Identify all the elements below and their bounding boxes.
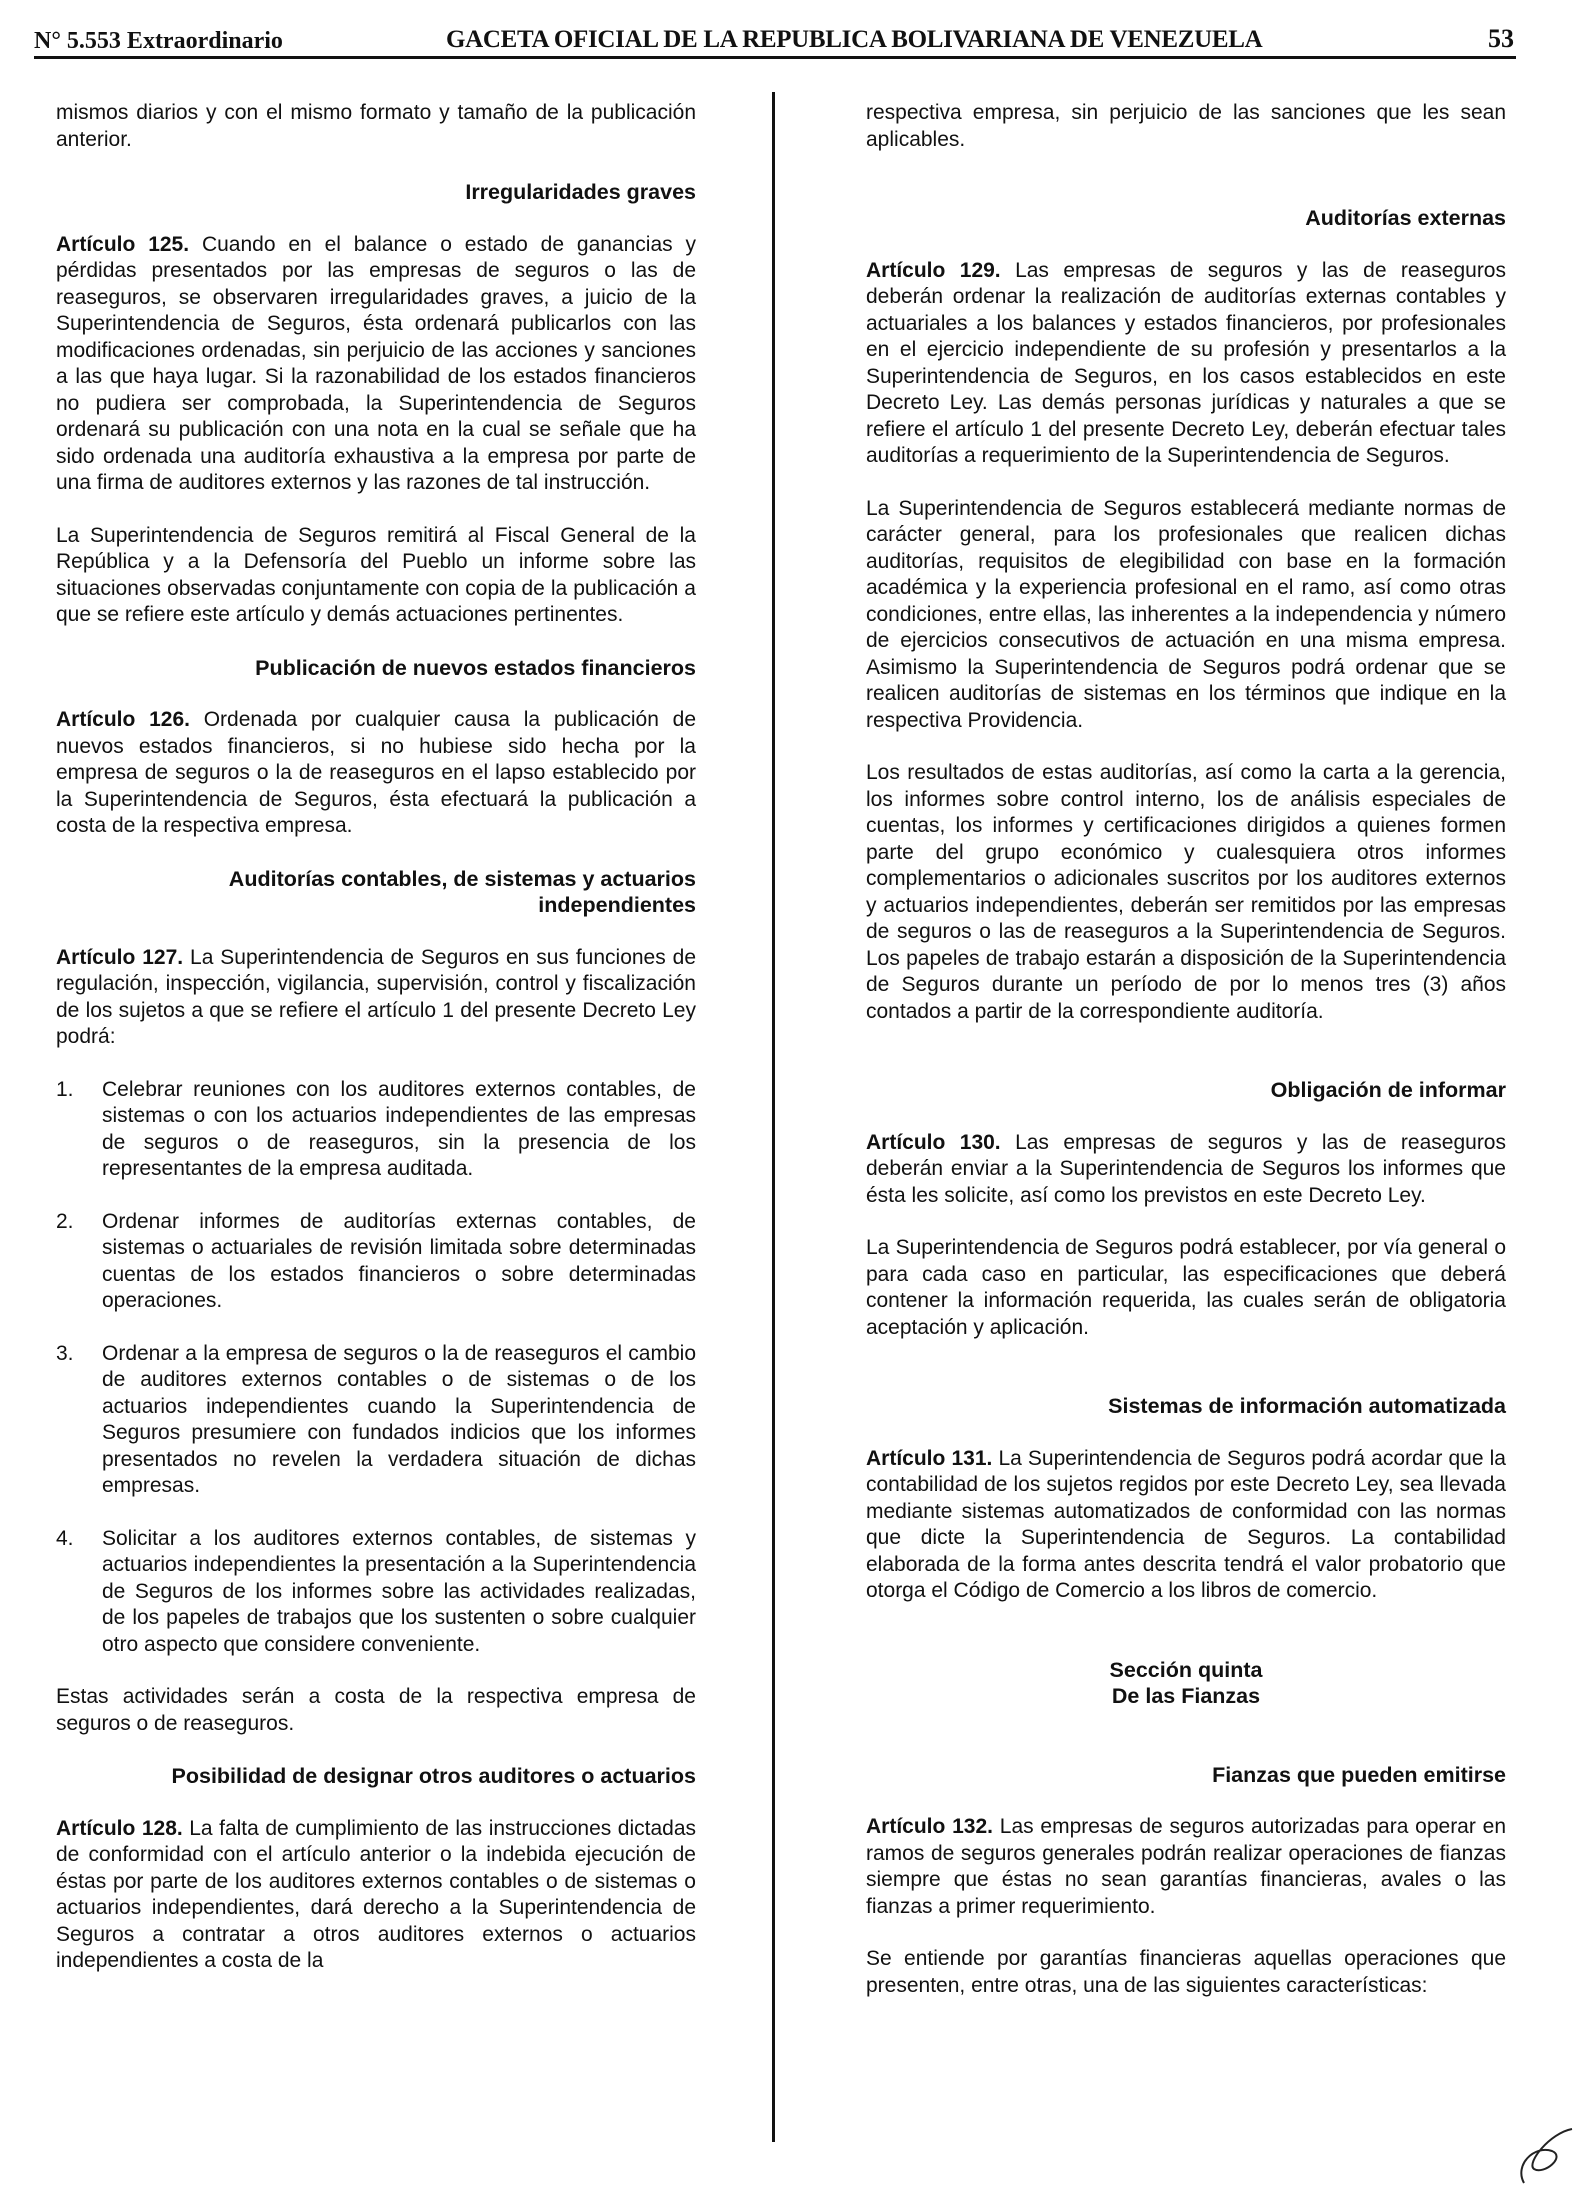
list-item-text: Celebrar reuniones con los auditores externos contables, de sistemas o con los actuarios independientes de las empresas de seguros o de reaseguros, sin la presencia de los representantes de la empresa auditada. [102,1077,696,1180]
heading-article-127-line-2: independientes [538,893,696,917]
article-130-label: Artículo 130. [866,1130,1001,1154]
heading-article-129: Auditorías externas [1305,206,1506,230]
article-129 [866,258,1506,470]
article-132-text: Las empresas de seguros autorizadas para operar en ramos de seguros generales podrán realizar operaciones de fianzas siempre que éstas no sean garantías financieras, avales o las fianzas a primer requerimiento. [866,1815,1506,1918]
article-129-label: Artículo 129. [866,258,1001,282]
article-132-paragraph-2: Se entiende por garantías financieras aquellas operaciones que presenten, entre otras, una de las siguientes características: [866,1947,1506,1997]
article-127 [56,945,696,1051]
article-130 [866,1130,1506,1210]
article-127-closing: Estas actividades serán a costa de la respectiva empresa de seguros o de reaseguros. [56,1685,696,1735]
list-item-text: Ordenar a la empresa de seguros o la de reaseguros el cambio de auditores externos contables o de sistemas o de los actuarios independientes cuando la Superintendencia de Seguros presumiere con fundados indicios que los informes presentados no revelen la verdadera situación de dichas empresas. [102,1341,696,1497]
list-item-text: Solicitar a los auditores externos contables, de sistemas y actuarios independientes la presentación a la Superintendencia de Seguros de los informes sobre las actividades realizadas, de los papeles de trabajos que los sustenten o sobre cualquier otro aspecto que considere conveniente. [102,1526,696,1656]
article-128-label: Artículo 128. [56,1816,183,1840]
column-divider [772,92,775,2142]
list-item [56,1526,696,1659]
heading-article-127-line-1: Auditorías contables, de sistemas y actuarios [228,866,696,891]
article-128 [56,1816,696,1975]
article-127-label: Artículo 127. [56,945,184,969]
header-rule [34,56,1516,59]
article-131 [866,1446,1506,1605]
list-item [56,1209,696,1315]
article-129-paragraph-3: Los resultados de estas auditorías, así como la carta a la gerencia, los informes sobre control interno, los de análisis especiales de cuentas, los informes y certificaciones dirigidos a quienes formen parte del grupo económico y cualesquiera otros informes complementarios o adicionales suscritos por los auditores externos y actuarios independientes, deberán ser remitidos por las empresas de seguros o las de reaseguros a la Superintendencia de Seguros. Los papeles de trabajo estarán a disposición de la Superintendencia de Seguros durante un período de por lo menos tres (3) años contados a partir de la correspondiente auditoría. [866,761,1506,1023]
article-128-text: La falta de cumplimiento de las instrucciones dictadas de conformidad con el artículo anterior o la indebida ejecución de éstas por parte de los auditores externos contables o de sistemas o actuarios independientes, dará derecho a la Superintendencia de Seguros a contratar a otros auditores externos o actuarios independientes a costa de la [56,1816,696,1972]
list-item [56,1077,696,1183]
article-131-text: La Superintendencia de Seguros podrá acordar que la contabilidad de los sujetos regidos por este Decreto Ley, sea llevada mediante sistemas automatizados de conformidad con las normas que dicte la Superintendencia de Seguros. La contabilidad elaborada de la forma antes descrita tendrá el valor probatorio que otorga el Código de Comercio a los libros de comercio. [866,1446,1506,1602]
section-subtitle: De las Fianzas [1111,1684,1261,1708]
article-125-paragraph-2: La Superintendencia de Seguros remitirá al Fiscal General de la República y a la Defensoría del Pueblo un informe sobre las situaciones observadas conjuntamente con copia de la publicación a que se refiere este artículo y demás actuaciones pertinentes. [56,523,696,626]
article-126-label: Artículo 126. [56,708,190,731]
article-126-text: Ordenada por cualquier causa la publicación de nuevos estados financieros, si no hubiese sido hecha por la empresa de seguros o la de reaseguros en el lapso establecido por la Superintendencia de Seguros, ésta efectuará la publicación a costa de la respectiva empresa. [56,708,696,837]
continuation-paragraph: mismos diarios y con el mismo formato y tamaño de la publicación anterior. [56,101,696,151]
list-item [56,1341,696,1500]
list-item-number: 1. [56,1077,74,1101]
list-item-text: Ordenar informes de auditorías externas contables, de sistemas o actuariales de revisión limitada sobre determinadas cuentas de los estados financieros o sobre determinadas operaciones. [102,1209,696,1312]
article-132-label: Artículo 132. [866,1815,993,1838]
heading-article-126: Publicación de nuevos estados financieros [255,655,696,680]
article-126 [56,707,696,840]
article-130-text: Las empresas de seguros y las de reaseguros deberán enviar a la Superintendencia de Seguros los informes que ésta les solicite, así como los previstos en este Decreto Ley. [866,1130,1506,1207]
article-125-text: Cuando en el balance o estado de ganancias y pérdidas presentados por las empresas de seguros o las de reaseguros, se observaren irregularidades graves, a juicio de la Superintendencia de Seguros, ésta ordenará publicarlos con las modificaciones ordenadas, sin perjuicio de las acciones y sanciones a las que haya lugar. Si la razonabilidad de los estados financieros no pudiera ser comprobada, la Superintendencia de Seguros ordenará su publicación con una nota en la cual se señale que ha sido ordenada una auditoría exhaustiva a la empresa por parte de una firma de auditores externos y las razones de tal instrucción. [56,232,696,494]
list-item-number: 4. [56,1526,74,1550]
article-131-label: Artículo 131. [866,1446,993,1470]
article-132 [866,1814,1506,1920]
article-127-text: La Superintendencia de Seguros en sus funciones de regulación, inspección, vigilancia, supervisión, control y fiscalización de los sujetos a que se refiere el artículo 1 del presente Decreto Ley podrá: [56,945,696,1048]
article-125-label: Artículo 125. [56,232,190,256]
page-number: 53 [1488,24,1514,53]
right-column [866,100,1506,1999]
continuation-paragraph: respectiva empresa, sin perjuicio de las sanciones que les sean aplicables. [866,101,1506,151]
heading-article-132: Fianzas que pueden emitirse [1212,1762,1506,1787]
list-item-number: 3. [56,1341,74,1365]
article-125 [56,232,696,497]
section-title: Sección quinta [1109,1657,1263,1682]
article-129-paragraph-2: La Superintendencia de Seguros establecerá mediante normas de carácter general, para los profesionales que realicen dichas auditorías, requisitos de elegibilidad con base en la formación académica y la experiencia profesional en el ramo, así como otras condiciones, entre ellas, las inherentes a la independencia y número de ejercicios consecutivos de actuación en una misma empresa. Asimismo la Superintendencia de Seguros podrá ordenar que se realicen auditorías de sistemas en los términos que indique en la respectiva Providencia. [866,496,1506,732]
gazette-title: GACETA OFICIAL DE LA REPUBLICA BOLIVARIANA DE VENEZUELA [446,26,1263,53]
heading-article-128: Posibilidad de designar otros auditores o actuarios [171,1764,696,1788]
list-item-number: 2. [56,1209,74,1233]
heading-article-125: Irregularidades graves [465,180,696,204]
page-header [34,24,1514,60]
issue-number: N° 5.553 Extraordinario [34,28,283,54]
heading-article-131: Sistemas de información automatizada [1108,1394,1506,1418]
article-130-paragraph-2: La Superintendencia de Seguros podrá establecer, por vía general o para cada caso en particular, las especificaciones que deberá contener la información requerida, las cuales serán de obligatoria aceptación y aplicación. [866,1236,1506,1339]
left-column [56,100,696,1975]
article-129-text: Las empresas de seguros y las de reaseguros deberán ordenar la realización de auditorías externas contables y actuariales a los balances y estados financieros, por profesionales en el ejercicio independiente de su profesión y presentarlos a la Superintendencia de Seguros, en los casos establecidos en este Decreto Ley. Las demás personas jurídicas y naturales a que se refiere el artículo 1 del presente Decreto Ley, deberán efectuar tales auditorías a requerimiento de la Superintendencia de Seguros. [866,258,1506,467]
heading-article-130: Obligación de informar [1270,1078,1506,1102]
handwritten-mark [1504,2125,1576,2185]
